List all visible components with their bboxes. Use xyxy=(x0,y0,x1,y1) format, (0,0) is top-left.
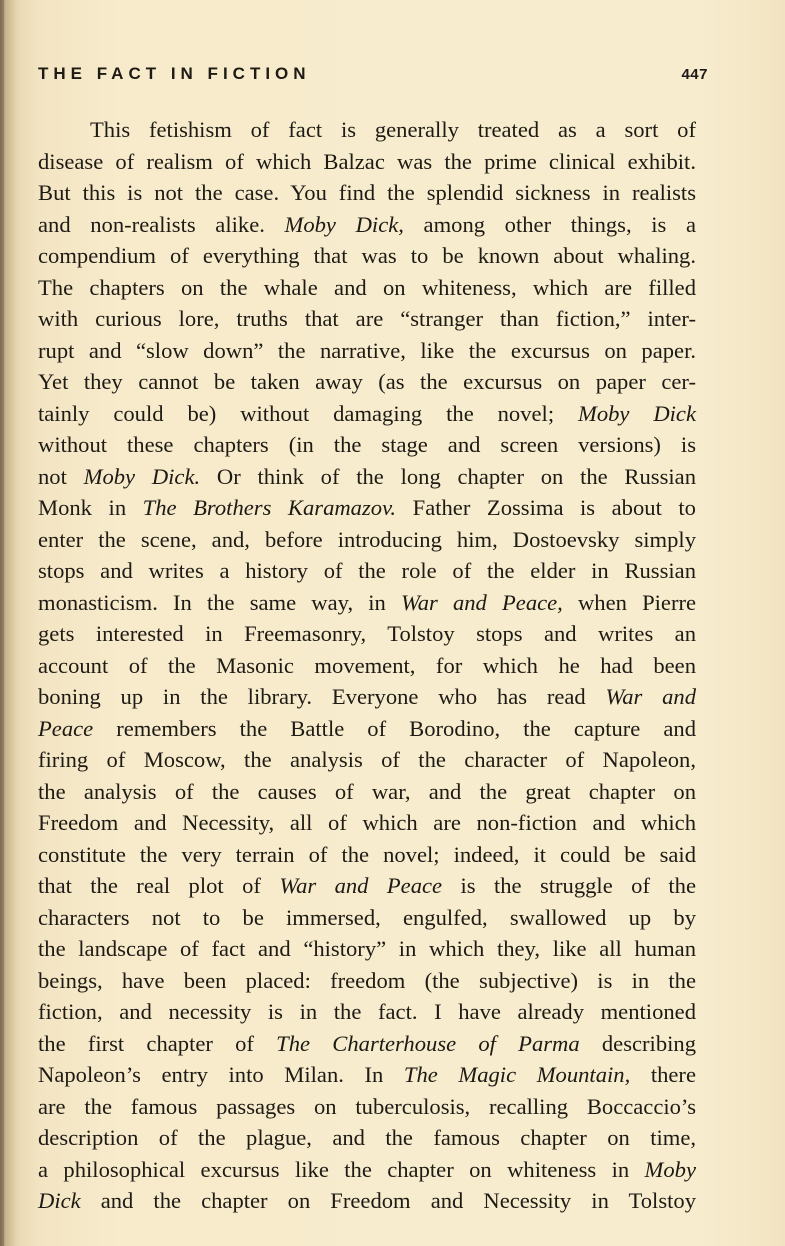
text-segment: is the struggle of the xyxy=(442,873,696,898)
text-line xyxy=(38,272,696,304)
text-segment: tainly could be) without damaging the novel; xyxy=(38,400,578,426)
text-segment: the landscape of fact and “history” in which they, like all human xyxy=(38,936,696,961)
text-line xyxy=(38,1185,696,1217)
text-line xyxy=(38,177,696,209)
text-line xyxy=(38,209,696,241)
text-line xyxy=(38,776,696,808)
text-line xyxy=(38,713,696,745)
text-line xyxy=(38,146,696,178)
text-line xyxy=(38,965,696,997)
text-segment: describing xyxy=(579,1030,696,1056)
text-segment: without these chapters (in the stage and screen versions) is xyxy=(38,432,696,457)
text-segment: characters not to be immersed, engulfed, swallowed up by xyxy=(38,904,696,930)
text-segment: that the real plot of xyxy=(38,873,280,898)
text-segment: account of the Masonic movement, for which he had been xyxy=(38,652,696,678)
page-number: 447 xyxy=(681,66,708,83)
text-segment: compendium of everything that was to be known about whaling. xyxy=(38,243,696,268)
text-line xyxy=(38,398,696,430)
text-segment: remembers the Battle of Borodino, the capture and xyxy=(93,715,696,741)
text-segment: the analysis of the causes of war, and the great chapter on xyxy=(38,778,696,804)
text-line xyxy=(38,1028,696,1060)
text-line xyxy=(38,618,696,650)
text-line xyxy=(38,303,696,335)
text-segment: firing of Moscow, the analysis of the character of Napoleon, xyxy=(38,747,696,772)
text-line xyxy=(38,1122,696,1154)
text-line xyxy=(38,681,696,713)
italic-title: War and Peace, xyxy=(400,589,563,615)
text-line xyxy=(38,461,696,493)
text-segment: beings, have been placed: freedom (the subjective) is in the xyxy=(38,967,696,993)
text-segment: stops and writes a history of the role of the elder in Russian xyxy=(38,558,696,583)
italic-title: The Brothers Karamazov. xyxy=(142,495,397,520)
italic-title: War and xyxy=(605,684,696,709)
text-segment: are the famous passages on tuberculosis, recalling Boccaccio’s xyxy=(38,1093,696,1119)
text-segment: Father Zossima is about to xyxy=(396,495,696,520)
text-segment: fiction, and necessity is in the fact. I have already mentioned xyxy=(38,999,696,1024)
text-segment: enter the scene, and, before introducing him, Dostoevsky simply xyxy=(38,526,696,552)
text-segment: disease of realism of which Balzac was the prime clinical exhibit. xyxy=(38,148,696,174)
text-segment: Napoleon’s entry into Milan. In xyxy=(38,1062,404,1087)
italic-title: Dick xyxy=(38,1188,81,1213)
italic-title: Moby Dick. xyxy=(83,463,201,489)
text-line xyxy=(38,933,696,965)
text-segment: Monk in xyxy=(38,495,143,520)
text-segment: among other things, is a xyxy=(403,211,696,237)
text-line xyxy=(38,902,696,934)
text-line xyxy=(38,870,696,902)
text-segment: constitute the very terrain of the novel; indeed, it could be said xyxy=(38,841,696,867)
text-segment: This fetishism of fact is generally treated as a sort of xyxy=(90,117,696,142)
text-line xyxy=(38,650,696,682)
text-segment: and non-realists alike. xyxy=(38,211,285,237)
text-segment: description of the plague, and the famous chapter on time, xyxy=(38,1125,696,1150)
text-line xyxy=(38,114,696,146)
text-segment: with curious lore, truths that are “stranger than fiction,” inter- xyxy=(38,306,696,331)
italic-title: The Charterhouse of Parma xyxy=(276,1030,580,1056)
text-segment: and the chapter on Freedom and Necessity in Tolstoy xyxy=(80,1188,696,1213)
text-segment: when Pierre xyxy=(562,589,697,615)
text-line xyxy=(38,335,696,367)
italic-title: War and Peace xyxy=(279,873,443,898)
text-line xyxy=(38,839,696,871)
text-segment: Or think of the long chapter on the Russian xyxy=(200,463,696,489)
text-segment: monasticism. In the same way, in xyxy=(38,589,401,615)
text-segment: gets interested in Freemasonry, Tolstoy stops and writes an xyxy=(38,621,696,646)
body-text xyxy=(38,114,696,1217)
italic-title: Moby xyxy=(644,1156,696,1182)
text-segment: boning up in the library. Everyone who has read xyxy=(38,684,606,709)
text-line xyxy=(38,524,696,556)
text-line xyxy=(38,1091,696,1123)
text-segment: The chapters on the whale and on whiteness, which are filled xyxy=(38,274,696,300)
running-head: THE FACT IN FICTION xyxy=(38,64,311,83)
binding-edge xyxy=(0,0,4,1246)
text-segment: there xyxy=(630,1062,696,1087)
text-segment: the first chapter of xyxy=(38,1030,277,1056)
page-header xyxy=(38,64,708,88)
text-line xyxy=(38,366,696,398)
text-line xyxy=(38,1154,696,1186)
text-segment: But this is not the case. You find the splendid sickness in realists xyxy=(38,180,696,205)
text-segment: rupt and “slow down” the narrative, like the excursus on paper. xyxy=(38,337,696,363)
text-segment: Yet they cannot be taken away (as the excursus on paper cer- xyxy=(38,369,696,394)
text-line xyxy=(38,587,696,619)
text-line xyxy=(38,996,696,1028)
italic-title: Moby Dick, xyxy=(284,211,404,237)
text-line xyxy=(38,555,696,587)
italic-title: Moby Dick xyxy=(578,400,696,426)
text-segment: a philosophical excursus like the chapter on whiteness in xyxy=(38,1156,645,1182)
text-segment: Freedom and Necessity, all of which are non-fiction and which xyxy=(38,810,696,835)
italic-title: Peace xyxy=(38,715,94,741)
text-segment: not xyxy=(38,463,84,489)
italic-title: The Magic Mountain, xyxy=(403,1062,631,1087)
text-line xyxy=(38,807,696,839)
text-line xyxy=(38,744,696,776)
text-line xyxy=(38,1059,696,1091)
text-line xyxy=(38,240,696,272)
text-line xyxy=(38,429,696,461)
text-line xyxy=(38,492,696,524)
